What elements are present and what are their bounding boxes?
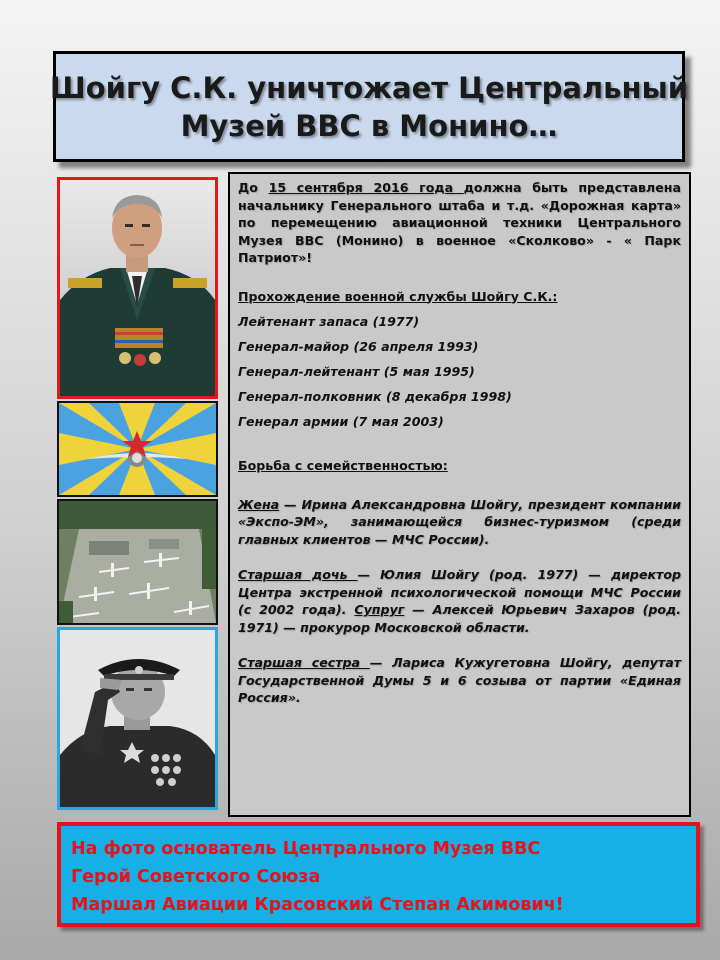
intro-date: 15 сентября 2016 года	[268, 180, 464, 195]
career-item: Генерал армии (7 мая 2003)	[238, 413, 444, 429]
sister-label: Старшая сестра	[238, 655, 370, 670]
main-text-panel	[228, 172, 691, 817]
wife-text: — Ирина Александровна Шойгу, президент компании «Экспо-ЭМ», занимающейся бизнес-туризмом (среди главных клиентов — МЧС России).	[238, 496, 681, 547]
spouse-text: — Алексей Юрьевич Захаров (род. 1971) — прокурор Московской области.	[238, 602, 681, 635]
intro-paragraph	[238, 179, 681, 267]
caption-line-1: На фото основатель Центрального Музея ВВС	[71, 839, 541, 859]
daughter-paragraph	[238, 566, 681, 636]
photo-air-force-flag	[57, 401, 218, 497]
spouse-label: Супруг	[354, 602, 405, 617]
intro-body: должна быть представлена начальнику Генерального штаба и т.д. «Дорожная карта» по перемещению авиационной техники Центрального Музея ВВС (Монино) в военное «Сколково» - « Парк Патриот»!	[238, 180, 681, 265]
career-item: Генерал-майор (26 апреля 1993)	[238, 338, 479, 354]
photo-shoigu-portrait	[57, 177, 218, 399]
caption-banner	[57, 822, 700, 927]
title-banner	[49, 51, 689, 162]
title-line-2: Музей ВВС в Монино…	[180, 108, 558, 143]
family-heading: Борьба с семейственностью:	[238, 457, 448, 473]
career-item: Лейтенант запаса (1977)	[238, 313, 420, 329]
caption-line-3: Маршал Авиации Красовский Степан Акимович!	[71, 895, 564, 915]
title-line-1: Шойгу С.К. уничтожает Центральный	[49, 70, 689, 105]
career-heading: Прохождение военной службы Шойгу С.К.:	[238, 288, 558, 304]
sister-text: — Лариса Кужугетовна Шойгу, депутат Государственной Думы 5 и 6 созыва от партии «Единая Россия».	[238, 655, 681, 705]
photo-museum-aerial	[57, 499, 218, 625]
sister-paragraph	[238, 654, 681, 707]
intro-lead: До	[238, 180, 269, 195]
caption-line-2: Герой Советского Союза	[71, 867, 321, 887]
career-item: Генерал-полковник (8 декабря 1998)	[238, 388, 512, 404]
wife-label: Жена	[238, 496, 280, 512]
career-item: Генерал-лейтенант (5 мая 1995)	[238, 363, 475, 379]
photo-marshal-krasovsky	[57, 627, 218, 810]
wife-paragraph	[238, 496, 681, 549]
daughter-label: Старшая дочь	[238, 567, 358, 582]
daughter-text: — Юлия Шойгу (род. 1977) — директор Центра экстренной психологической помощи МЧС России (с 2002 года).	[238, 567, 682, 617]
